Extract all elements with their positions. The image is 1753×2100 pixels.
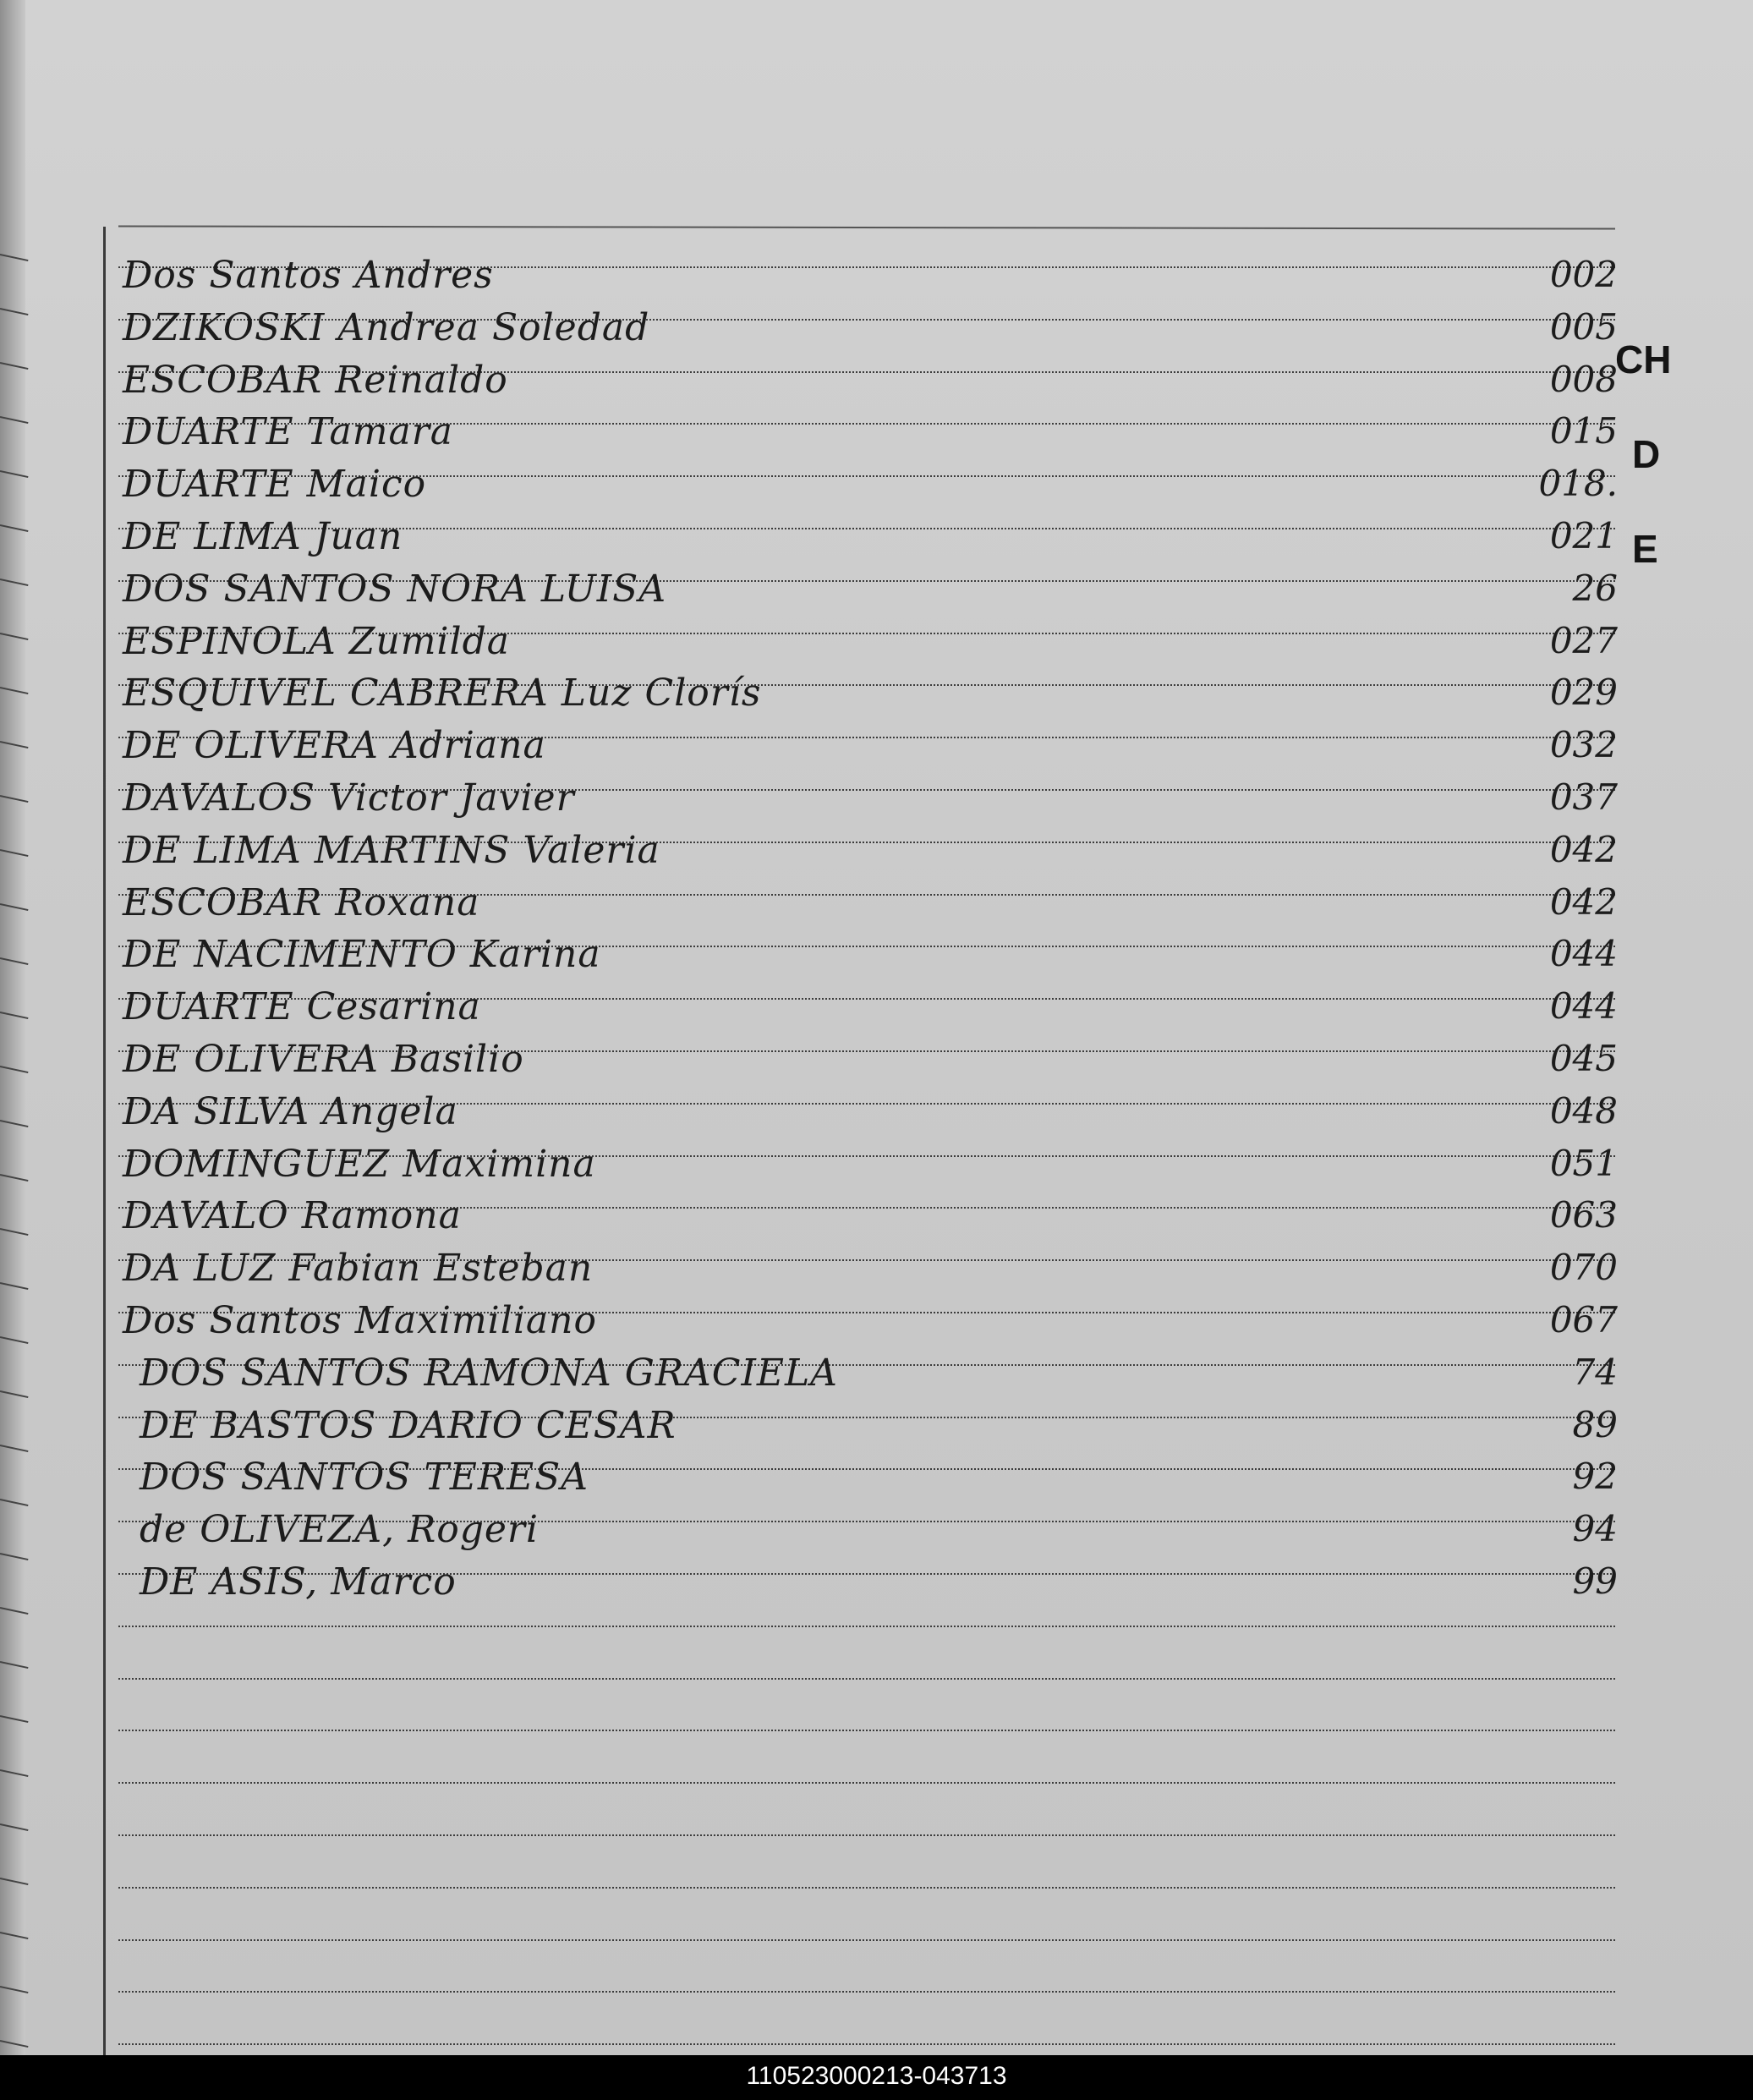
entry-name: ESCOBAR Reinaldo: [123, 359, 508, 402]
entry-name: DUARTE Tamara: [123, 410, 453, 453]
entry-name: DAVALO Ramona: [123, 1194, 462, 1237]
entry-number: 067: [1549, 1299, 1618, 1341]
entry-name: DA SILVA Angela: [123, 1090, 458, 1133]
ruled-line: [118, 1730, 1615, 1731]
entry-name: DE OLIVERA Basilio: [123, 1038, 524, 1081]
entry-name: DE LIMA MARTINS Valeria: [123, 829, 660, 872]
entry-name: DA LUZ Fabian Esteban: [123, 1247, 594, 1290]
entry-name: DUARTE Maico: [123, 463, 427, 506]
entry-name: ESCOBAR Roxana: [123, 881, 480, 924]
index-tab-e: E: [1632, 527, 1658, 571]
entry-number: 037: [1549, 776, 1618, 818]
entry-number: 94: [1572, 1508, 1618, 1549]
entry-number: 070: [1549, 1247, 1618, 1288]
entry-name: DZIKOSKI Andrea Soledad: [123, 306, 650, 349]
entry-name: DE OLIVERA Adriana: [123, 724, 546, 767]
entry-name: DE NACIMENTO Karina: [123, 933, 601, 976]
entry-name: DE LIMA Juan: [123, 515, 403, 558]
entry-number: 89: [1572, 1404, 1618, 1445]
entry-name: DE BASTOS DARIO CESAR: [140, 1404, 677, 1447]
entry-number: 008: [1549, 359, 1618, 400]
ruled-line: [118, 1991, 1615, 1993]
entry-name: Dos Santos Andres: [123, 254, 494, 297]
entry-number: 015: [1549, 410, 1618, 452]
entry-number: 044: [1549, 933, 1618, 974]
ruled-line: [118, 1678, 1615, 1680]
entry-number: 021: [1549, 515, 1618, 557]
entry-name: DUARTE Cesarina: [123, 985, 481, 1028]
entry-number: 042: [1549, 881, 1618, 923]
entry-number: 045: [1549, 1038, 1618, 1079]
entry-name: DOMINGUEZ Maximina: [123, 1143, 596, 1186]
entry-number: 99: [1572, 1560, 1618, 1602]
document-id: 110523000213-043713: [746, 2062, 1007, 2090]
index-tab-ch: CH: [1615, 337, 1672, 381]
entry-number: 002: [1549, 254, 1618, 295]
entry-number: 042: [1549, 829, 1618, 870]
index-tab-d: D: [1632, 432, 1661, 476]
entry-number: 92: [1572, 1456, 1618, 1497]
entry-name: DOS SANTOS TERESA: [140, 1456, 589, 1499]
entry-number: 26: [1572, 567, 1618, 609]
entry-number: 032: [1549, 724, 1618, 765]
top-rule: [118, 225, 1615, 229]
left-margin-line: [103, 227, 106, 2055]
ruled-line: [118, 1782, 1615, 1784]
entry-number: 044: [1549, 985, 1618, 1027]
entry-name: Dos Santos Maximiliano: [123, 1299, 597, 1342]
entry-name: DOS SANTOS RAMONA GRACIELA: [140, 1352, 838, 1395]
ruled-line: [118, 1626, 1615, 1627]
entry-name: ESQUIVEL CABRERA Luz Clorís: [123, 672, 762, 715]
entry-name: de OLIVEZA, Rogeri: [140, 1508, 540, 1551]
entry-number: 005: [1549, 306, 1618, 348]
entry-number: 063: [1549, 1194, 1618, 1236]
entry-name: DAVALOS Victor Javier: [123, 776, 575, 820]
entry-number: 051: [1549, 1143, 1618, 1184]
entry-number: 029: [1549, 672, 1618, 713]
entry-number: 018.: [1538, 463, 1618, 504]
entry-number: 048: [1549, 1090, 1618, 1132]
entry-number: 74: [1572, 1352, 1618, 1393]
ruled-line: [118, 1887, 1615, 1889]
ruled-line: [118, 1939, 1615, 1941]
ruled-line: [118, 1834, 1615, 1836]
entry-number: 027: [1549, 620, 1618, 661]
entry-name: ESPINOLA Zumilda: [123, 620, 510, 663]
ruled-line: [118, 2043, 1615, 2045]
entry-name: DE ASIS, Marco: [140, 1560, 457, 1604]
entry-name: DOS SANTOS NORA LUISA: [123, 567, 667, 611]
